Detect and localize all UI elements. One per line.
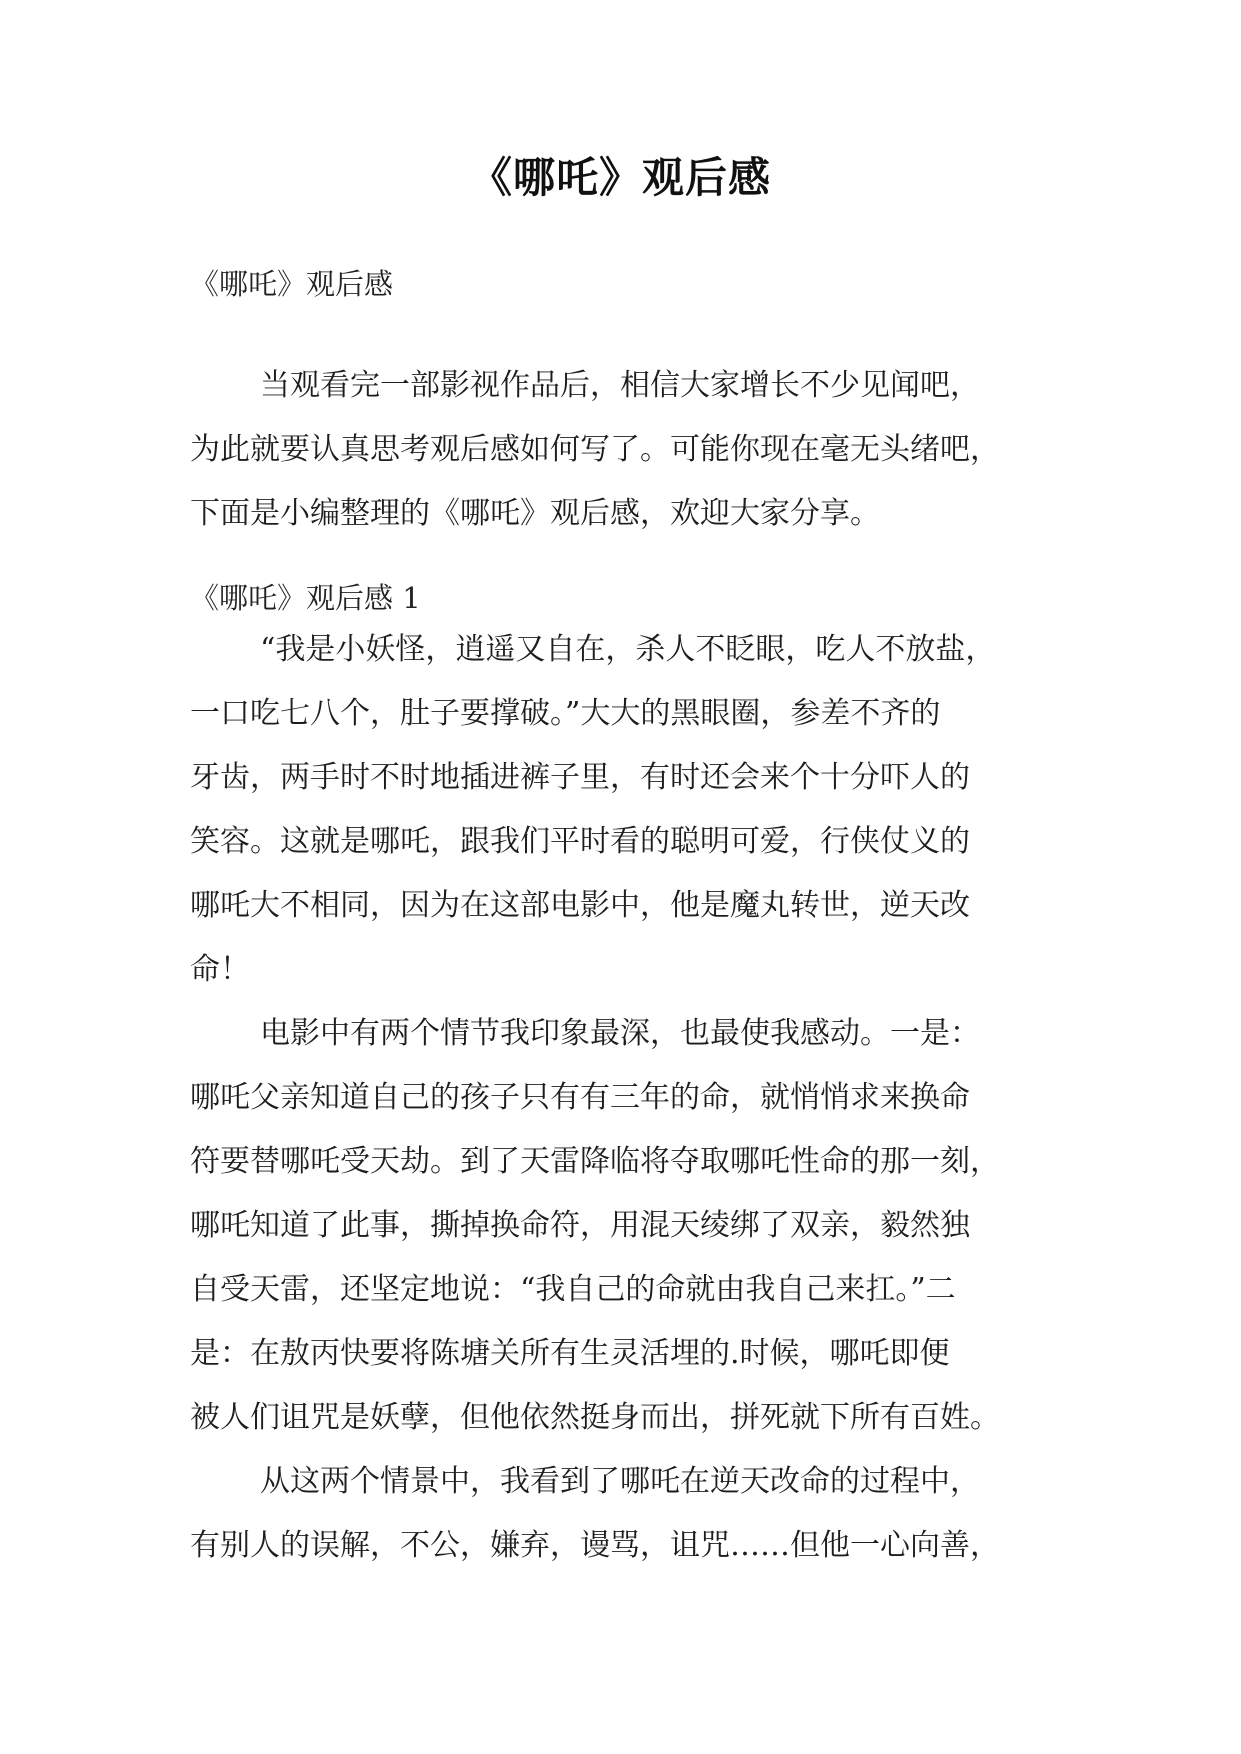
paragraph-line: 有别人的误解，不公，嫌弃，谩骂，诅咒……但他一心向善， — [190, 1528, 1000, 1563]
paragraph-line: 哪吒知道了此事，撕掉换命符，用混天绫绑了双亲，毅然独 — [190, 1208, 970, 1243]
paragraph-line: 电影中有两个情节我印象最深，也最使我感动。一是： — [260, 1016, 980, 1051]
paragraph-line: 命！ — [190, 952, 250, 987]
paragraph-line: 笑容。这就是哪吒，跟我们平时看的聪明可爱，行侠仗义的 — [190, 824, 970, 859]
intro-paragraph — [190, 354, 1050, 546]
paragraph-2 — [190, 1002, 1050, 1450]
paragraph-line: 自受天雷，还坚定地说：“我自己的命就由我自己来扛。”二 — [190, 1272, 956, 1307]
paragraph-line: 符要替哪吒受天劫。到了天雷降临将夺取哪吒性命的那一刻， — [190, 1144, 1000, 1179]
paragraph-line: 哪吒大不相同，因为在这部电影中，他是魔丸转世，逆天改 — [190, 888, 970, 923]
paragraph-1 — [190, 618, 1050, 1002]
paragraph-line: 牙齿，两手时不时地插进裤子里，有时还会来个十分吓人的 — [190, 760, 970, 795]
intro-line: 当观看完一部影视作品后，相信大家增长不少见闻吧， — [260, 368, 980, 403]
document-title: 《哪吒》观后感 — [469, 153, 771, 202]
section-heading: 《哪吒》观后感 1 — [190, 581, 421, 615]
paragraph-line: 从这两个情景中，我看到了哪吒在逆天改命的过程中， — [260, 1464, 980, 1499]
paragraph-line: “我是小妖怪，逍遥又自在，杀人不眨眼，吃人不放盐， — [260, 632, 996, 667]
intro-line: 下面是小编整理的《哪吒》观后感，欢迎大家分享。 — [190, 496, 880, 531]
paragraph-3 — [190, 1450, 1050, 1578]
paragraph-line: 是：在敖丙快要将陈塘关所有生灵活埋的.时候，哪吒即便 — [190, 1336, 950, 1371]
paragraph-line: 哪吒父亲知道自己的孩子只有有三年的命，就悄悄求来换命 — [190, 1080, 970, 1115]
paragraph-line: 一口吃七八个，肚子要撑破。”大大的黑眼圈，参差不齐的 — [190, 696, 941, 731]
intro-line: 为此就要认真思考观后感如何写了。可能你现在毫无头绪吧， — [190, 432, 1000, 467]
document-subtitle: 《哪吒》观后感 — [190, 267, 394, 301]
paragraph-line: 被人们诅咒是妖孽，但他依然挺身而出，拼死就下所有百姓。 — [190, 1400, 1000, 1435]
